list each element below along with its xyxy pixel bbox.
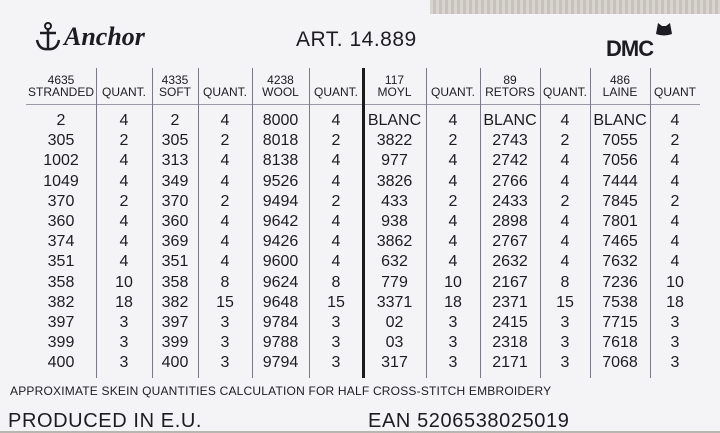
torn-paper-edge (430, 0, 720, 14)
table-cell: 4 (119, 233, 129, 251)
column-header-line: LAINE (602, 85, 638, 99)
table-cell: 4 (220, 233, 230, 251)
table-column (309, 68, 363, 378)
table-column (480, 68, 540, 378)
table-cell: 4 (220, 253, 230, 271)
table-cell: 317 (381, 354, 408, 372)
table-cell: 4 (448, 233, 458, 251)
table-cell: 8 (560, 273, 570, 291)
table-cell: 3 (119, 334, 129, 352)
table-cell: 2167 (492, 273, 528, 291)
table-cell: 3 (220, 334, 230, 352)
table-cell: 4 (448, 172, 458, 190)
table-cell: 8 (220, 273, 230, 291)
column-header (198, 86, 252, 98)
table-cell: 10 (666, 273, 684, 291)
table-cell: 7056 (602, 152, 638, 170)
table-cell: 370 (161, 192, 189, 210)
column-header (590, 74, 650, 98)
table-cell: 369 (161, 233, 189, 251)
table-column (152, 68, 198, 378)
column-header-line: 117 (384, 73, 405, 87)
column-header (309, 86, 363, 98)
table-cell: 4 (331, 152, 341, 170)
table-cell: 9494 (262, 192, 299, 210)
table-cell: 4 (670, 172, 680, 190)
table-cell: 4 (220, 172, 230, 190)
table-cell: 9426 (262, 233, 299, 251)
table-cell: 4 (670, 253, 680, 271)
table-cell: 7618 (602, 334, 638, 352)
table-cell: 8018 (262, 132, 299, 150)
table-cell: 3 (220, 314, 230, 331)
column-header-line: 4635 (47, 73, 75, 87)
table-cell: 2171 (492, 354, 528, 372)
table-cell: 8000 (262, 112, 299, 129)
column-header-line: QUANT. (430, 85, 475, 99)
table-cell: BLANC (593, 112, 647, 129)
table-cell: 9526 (262, 172, 299, 190)
table-column (590, 68, 650, 378)
table-column (540, 68, 590, 378)
column-header-line: QUANT. (101, 85, 146, 99)
table-cell: 349 (161, 172, 189, 190)
table-cell: 305 (161, 132, 189, 150)
table-cell: 2415 (492, 314, 528, 331)
column-header (426, 86, 480, 98)
table-cell: 9600 (262, 253, 299, 271)
table-cell: 2 (220, 132, 230, 150)
column-header-line: 4335 (161, 73, 189, 87)
table-cell: 4 (670, 213, 680, 230)
table-cell: 18 (444, 293, 462, 311)
table-cell: 2 (448, 132, 458, 150)
column-header (480, 74, 540, 98)
table-cell: 7055 (602, 132, 638, 150)
column-header (152, 74, 198, 98)
table-cell: 3 (119, 314, 129, 331)
table-cell: 3 (448, 314, 458, 331)
table-cell: 2632 (492, 253, 528, 271)
table-cell: 2743 (492, 132, 528, 150)
column-header (252, 74, 309, 98)
table-cell: 4 (220, 213, 230, 230)
table-cell: 977 (381, 152, 408, 170)
column-divider (252, 68, 253, 378)
anchor-logo (34, 22, 145, 52)
table-cell: 4 (331, 213, 341, 230)
column-divider (590, 68, 591, 378)
table-cell: 2318 (492, 334, 528, 352)
table-cell: 2 (170, 112, 180, 129)
column-header-line: QUANT (654, 85, 696, 99)
table-cell: 2 (331, 192, 341, 210)
table-cell: 4 (560, 233, 570, 251)
table-cell: 433 (381, 192, 408, 210)
table-cell: 3 (331, 314, 341, 331)
table-cell: 2 (670, 192, 680, 210)
column-header (540, 86, 590, 98)
column-divider (426, 68, 427, 378)
table-cell: 4 (670, 152, 680, 170)
table-cell: 7538 (602, 293, 638, 311)
column-header-line: SOFT (159, 85, 191, 99)
table-cell: 4 (119, 213, 129, 230)
column-header (363, 74, 426, 98)
table-cell: 4 (448, 213, 458, 230)
column-divider (198, 68, 199, 378)
table-cell: 8138 (262, 152, 299, 170)
table-cell: 397 (47, 314, 75, 331)
table-cell: 351 (161, 253, 189, 271)
table-cell: 15 (556, 293, 574, 311)
table-cell: 382 (161, 293, 189, 311)
table-cell: 4 (331, 233, 341, 251)
column-header-line: 4238 (267, 73, 294, 87)
column-header (96, 86, 152, 98)
table-cell: 7444 (602, 172, 638, 190)
table-cell: 7068 (602, 354, 638, 372)
column-header (26, 74, 96, 98)
table-column (198, 68, 252, 378)
cat-head-icon (654, 20, 674, 36)
column-header-line: STRANDED (27, 85, 94, 99)
table-cell: 9784 (262, 314, 299, 331)
table-cell: 2767 (492, 233, 528, 251)
dmc-logo (606, 20, 704, 62)
table-cell: 4 (560, 172, 570, 190)
table-cell: 2 (119, 192, 129, 210)
column-divider (650, 68, 651, 378)
table-column (426, 68, 480, 378)
origin-text: PRODUCED IN E.U. (8, 410, 203, 432)
table-cell: 4 (331, 253, 341, 271)
table-cell: 7236 (602, 273, 638, 291)
table-cell: 938 (381, 213, 408, 230)
ean-code: EAN 5206538025019 (368, 410, 570, 432)
article-number: ART. 14.889 (296, 28, 417, 51)
table-cell: 2766 (492, 172, 528, 190)
column-divider (480, 68, 481, 378)
table-cell: BLANC (483, 112, 537, 129)
skein-quantity-table (26, 68, 700, 378)
table-cell: 4 (560, 152, 570, 170)
table-cell: 2 (119, 132, 129, 150)
column-divider (152, 68, 153, 378)
table-cell: 399 (161, 334, 189, 352)
brand-name: Anchor (64, 22, 145, 51)
table-cell: 2 (560, 132, 570, 150)
table-cell: 9788 (262, 334, 299, 352)
column-header-line: RETORS (485, 85, 535, 99)
table-cell: 3822 (376, 132, 413, 150)
table-cell: 4 (119, 253, 129, 271)
table-cell: 3371 (376, 293, 413, 311)
table-cell: 4 (119, 172, 129, 190)
table-cell: 4 (448, 112, 458, 129)
table-cell: 2 (331, 132, 341, 150)
table-cell: 3 (670, 334, 680, 352)
table-cell: 351 (47, 253, 75, 271)
table-cell: 4 (448, 152, 458, 170)
table-cell: BLANC (367, 112, 422, 129)
table-cell: 10 (115, 273, 133, 291)
table-cell: 3 (448, 334, 458, 352)
table-cell: 3 (331, 354, 341, 372)
table-cell: 3 (560, 334, 570, 352)
column-header-line: QUANT. (202, 85, 247, 99)
table-cell: 397 (161, 314, 189, 331)
table-cell: 15 (216, 293, 234, 311)
table-cell: 632 (381, 253, 408, 271)
column-divider (96, 68, 97, 378)
table-cell: 399 (47, 334, 75, 352)
table-cell: 3826 (376, 172, 413, 190)
table-cell: 313 (161, 152, 189, 170)
table-cell: 3 (448, 354, 458, 372)
table-cell: 4 (560, 253, 570, 271)
table-cell: 3 (220, 354, 230, 372)
table-cell: 2742 (492, 152, 528, 170)
table-cell: 9794 (262, 354, 299, 372)
table-cell: 7465 (602, 233, 638, 251)
table-cell: 3 (560, 314, 570, 331)
table-cell: 18 (666, 293, 684, 311)
table-column (26, 68, 96, 378)
table-cell: 2 (56, 112, 66, 129)
calculation-note: APPROXIMATE SKEIN QUANTITIES CALCULATION FOR HALF CROSS-STITCH EMBROIDERY (10, 384, 552, 398)
table-cell: 3 (670, 354, 680, 372)
column-header-line: MOYL (377, 85, 412, 99)
table-cell: 358 (47, 273, 75, 291)
table-cell: 10 (444, 273, 462, 291)
table-cell: 7845 (602, 192, 638, 210)
table-cell: 2 (670, 132, 680, 150)
table-cell: 03 (385, 334, 404, 352)
table-cell: 9642 (262, 213, 299, 230)
table-cell: 779 (381, 273, 408, 291)
table-cell: 374 (47, 233, 75, 251)
column-header-line: 89 (503, 73, 517, 87)
table-cell: 3 (560, 354, 570, 372)
table-cell: 02 (385, 314, 404, 331)
table-cell: 360 (161, 213, 189, 230)
dmc-logo-text: DMC (606, 36, 654, 61)
table-cell: 400 (47, 354, 75, 372)
table-cell: 4 (331, 112, 341, 129)
table-cell: 7632 (602, 253, 638, 271)
table-cell: 305 (47, 132, 75, 150)
anchor-icon (34, 22, 62, 52)
table-cell: 4 (331, 172, 341, 190)
table-cell: 3 (331, 334, 341, 352)
table-cell: 382 (47, 293, 75, 311)
table-cell: 9648 (262, 293, 299, 311)
table-cell: 4 (119, 152, 129, 170)
table-cell: 3862 (376, 233, 413, 251)
table-cell: 9624 (262, 273, 299, 291)
table-column (363, 68, 426, 378)
table-cell: 4 (560, 112, 570, 129)
table-cell: 4 (560, 213, 570, 230)
table-cell: 4 (220, 112, 230, 129)
table-cell: 2898 (492, 213, 528, 230)
table-cell: 2433 (492, 192, 528, 210)
table-cell: 1049 (43, 172, 79, 190)
table-cell: 400 (161, 354, 189, 372)
table-column (650, 68, 700, 378)
table-cell: 358 (161, 273, 189, 291)
table-cell: 4 (670, 233, 680, 251)
column-divider (540, 68, 541, 378)
table-cell: 4 (670, 112, 680, 129)
table-cell: 18 (115, 293, 133, 311)
column-header-line: QUANT. (313, 85, 358, 99)
table-cell: 3 (670, 314, 680, 331)
table-cell: 2 (448, 192, 458, 210)
table-cell: 2 (220, 192, 230, 210)
table-cell: 8 (331, 273, 341, 291)
table-cell: 2 (560, 192, 570, 210)
table-cell: 4 (119, 112, 129, 129)
table-column (252, 68, 309, 378)
column-header-line: QUANT. (542, 85, 587, 99)
table-cell: 1002 (43, 152, 79, 170)
table-cell: 4 (448, 253, 458, 271)
table-cell: 360 (47, 213, 75, 230)
column-divider (309, 68, 310, 378)
column-header (650, 86, 700, 98)
table-column (96, 68, 152, 378)
column-header-line: 486 (609, 73, 631, 87)
table-cell: 4 (220, 152, 230, 170)
table-cell: 370 (47, 192, 75, 210)
table-cell: 15 (327, 293, 345, 311)
column-header-line: WOOL (262, 85, 299, 99)
table-cell: 3 (119, 354, 129, 372)
table-cell: 7715 (602, 314, 638, 331)
table-cell: 7801 (602, 213, 638, 230)
table-cell: 2371 (492, 293, 528, 311)
section-divider (362, 68, 365, 378)
